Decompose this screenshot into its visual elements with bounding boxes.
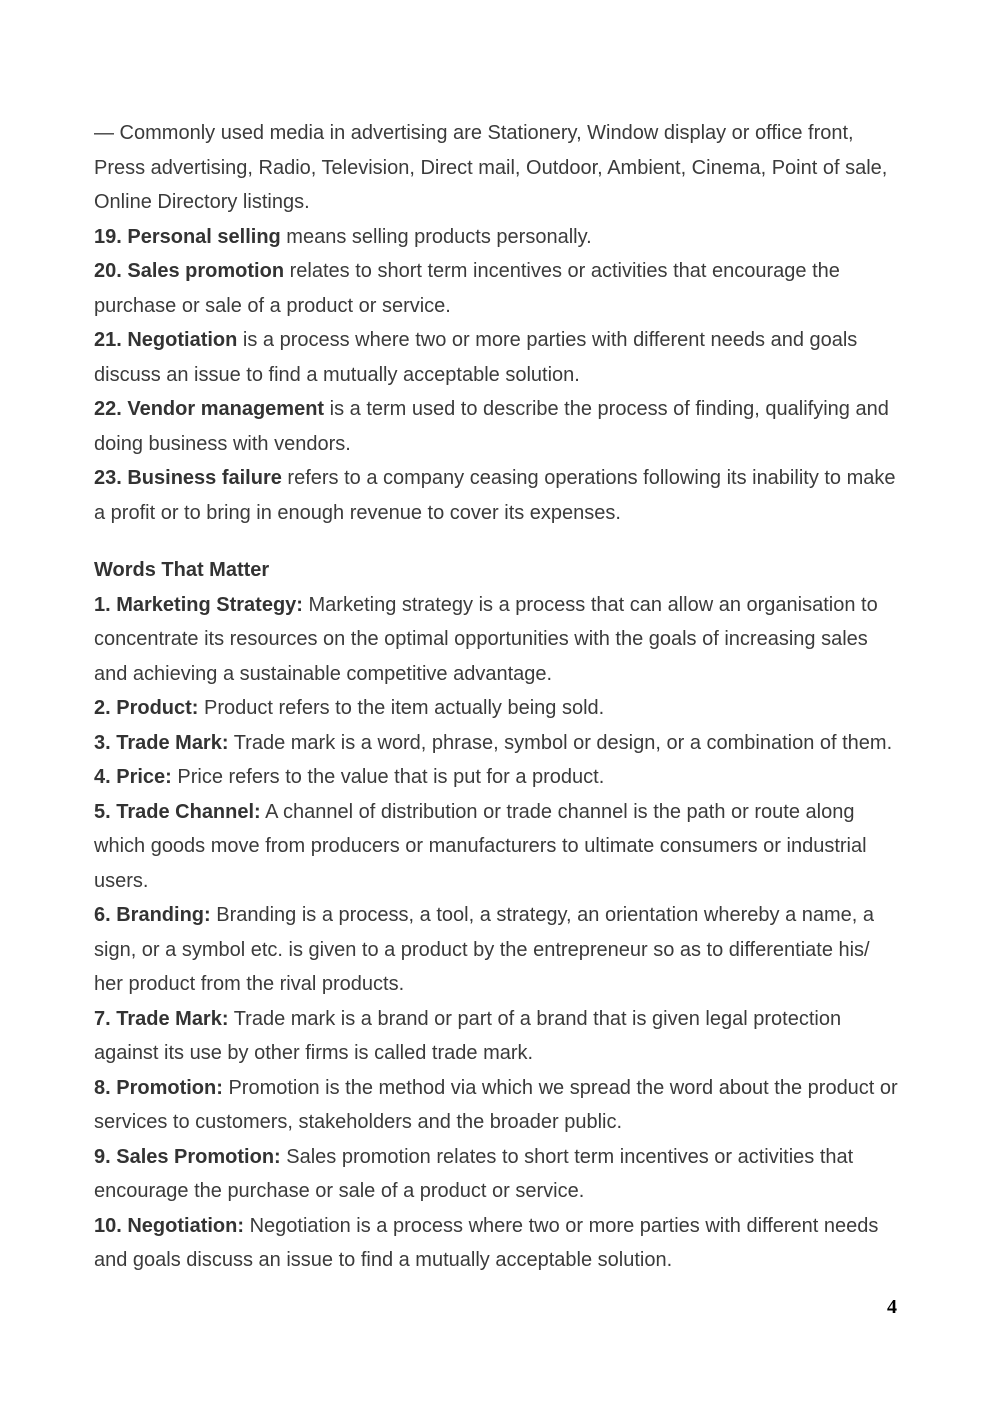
section-heading: Words That Matter: [94, 559, 270, 581]
definition-text: Branding is a process, a tool, a strategy, an orientation whereby a name, a sign, or a symbol etc. is given to a product by the entrepreneur so as to differentiate his/ her product from the rival products.: [94, 904, 875, 995]
term-label: 7. Trade Mark:: [94, 1007, 229, 1030]
term-label: 23. Business failure: [94, 467, 282, 489]
glossary-sales-promotion: [94, 1140, 900, 1209]
definition-text: Sales promotion relates to short term incentives or activities that encourage the purchase or sale of a product or service.: [94, 1145, 854, 1202]
definition-text: Marketing strategy is a process that can allow an organisation to concentrate its resources on the optimal opportunities with the goals of increasing sales and achieving a sustainable competitive advantage.: [94, 593, 878, 685]
term-label: 3. Trade Mark:: [94, 731, 229, 754]
definition-text: Price refers to the value that is put for a product.: [171, 766, 605, 788]
glossary-trade-mark: [94, 726, 900, 761]
glossary-negotiation: [94, 1209, 900, 1278]
text-column: [94, 116, 900, 1278]
definition-text: is a term used to describe the process of finding, qualifying and doing business with vendors.: [94, 398, 889, 455]
term-label: 20. Sales promotion: [94, 260, 285, 282]
definition-text: refers to a company ceasing operations following its inability to make a profit or to bring in enough revenue to cover its expenses.: [94, 467, 896, 524]
glossary-price: [94, 760, 900, 795]
glossary-branding: [94, 898, 900, 1002]
term-label: 4. Price:: [94, 766, 172, 788]
paragraph-vendor-management: [94, 392, 900, 461]
glossary-product: [94, 691, 900, 726]
paragraph-advertising-media: [94, 116, 900, 220]
paragraph-personal-selling: [94, 220, 900, 255]
definition-text: Negotiation is a process where two or more parties with different needs and goals discuss an issue to find a mutually acceptable solution.: [94, 1214, 879, 1271]
paragraph-negotiation: [94, 323, 900, 392]
term-label: 8. Promotion:: [94, 1076, 223, 1099]
term-label: 2. Product:: [94, 697, 199, 719]
definition-text: Promotion is the method via which we spread the word about the product or services to customers, stakeholders and the broader public.: [94, 1076, 898, 1133]
definition-text: is a process where two or more parties with different needs and goals discuss an issue to find a mutually acceptable solution.: [94, 329, 858, 386]
term-label: 9. Sales Promotion:: [94, 1145, 281, 1168]
term-label: 21. Negotiation: [94, 329, 238, 351]
definition-text: A channel of distribution or trade channel is the path or route along which goods move from producers or manufacturers to ultimate consumers or industrial users.: [94, 800, 867, 892]
glossary-marketing-strategy: [94, 588, 900, 692]
glossary-trade-channel: [94, 795, 900, 899]
term-label: 19. Personal selling: [94, 225, 281, 248]
term-label: 22. Vendor management: [94, 398, 325, 420]
definition-text: relates to short term incentives or activities that encourage the purchase or sale of a product or service.: [94, 260, 840, 317]
definition-text: — Commonly used media in advertising are Stationery, Window display or office front, Press advertising, Radio, Television, Direct mail, Outdoor, Ambient, Cinema, Point of sale, Online Directory listings.: [94, 122, 888, 213]
definition-text: Trade mark is a brand or part of a brand that is given legal protection against its use by other firms is called trade mark.: [94, 1007, 842, 1064]
glossary-trade-mark-2: [94, 1002, 900, 1071]
definition-text: Product refers to the item actually being sold.: [198, 697, 605, 719]
definition-text: means selling products personally.: [280, 225, 592, 248]
definition-text: Trade mark is a word, phrase, symbol or design, or a combination of them.: [228, 731, 893, 754]
paragraph-business-failure: [94, 461, 900, 530]
page-number: 4: [887, 1296, 897, 1318]
glossary-promotion: [94, 1071, 900, 1140]
paragraph-sales-promotion: [94, 254, 900, 323]
term-label: 5. Trade Channel:: [94, 800, 261, 823]
term-label: 6. Branding:: [94, 904, 211, 926]
term-label: 10. Negotiation:: [94, 1214, 245, 1237]
term-label: 1. Marketing Strategy:: [94, 593, 303, 616]
